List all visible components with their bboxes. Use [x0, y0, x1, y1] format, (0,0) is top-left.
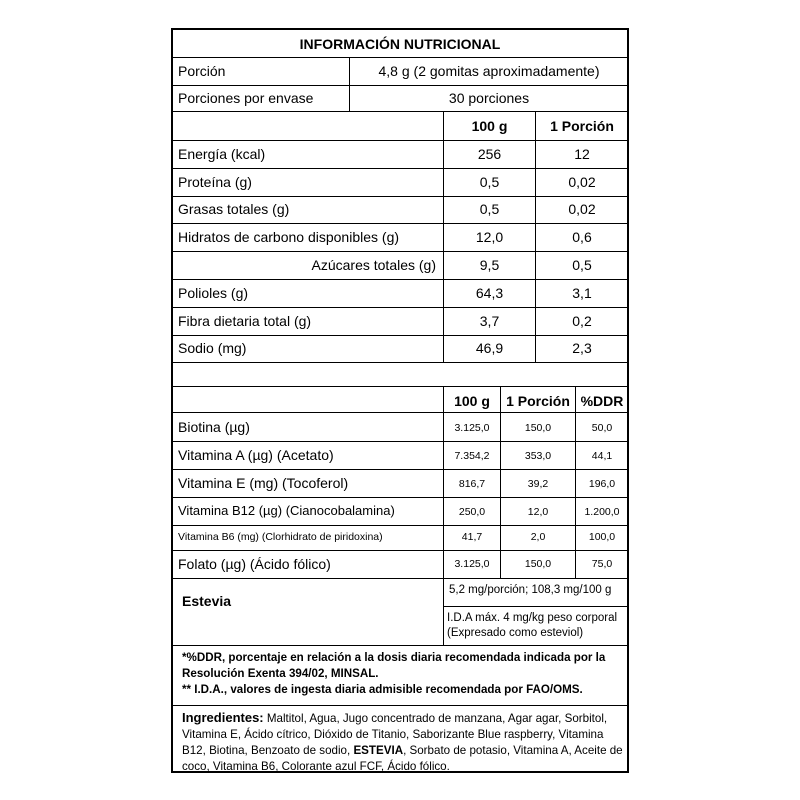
- portion-label: Porción: [178, 63, 226, 79]
- vitamin-header-per-portion: 1 Porción: [506, 393, 570, 409]
- divider: [172, 578, 628, 579]
- ingredients-highlight: ESTEVIA: [353, 744, 404, 757]
- portion-value: 4,8 g (2 gomitas aproximadamente): [378, 63, 600, 79]
- nutrient-per100: 0,5: [479, 174, 500, 190]
- nutrient-name: Grasas totales (g): [178, 201, 290, 217]
- nutrient-per-portion: 0,6: [572, 229, 592, 245]
- ingredients-label: Ingredientes:: [182, 710, 264, 725]
- nutrient-name: Fibra dietaria total (g): [178, 313, 312, 329]
- nutrient-per-portion: 2,3: [572, 340, 592, 356]
- nutrient-name: Energía (kcal): [178, 146, 266, 162]
- vitamin-name: Vitamina B12 (µg) (Cianocobalamina): [178, 503, 395, 518]
- divider: [172, 57, 628, 58]
- nutrient-per-portion: 0,5: [572, 257, 592, 273]
- divider: [172, 497, 628, 498]
- stevia-ida-note: (Expresado como esteviol): [447, 627, 584, 639]
- divider: [172, 441, 628, 442]
- nutrient-name: Sodio (mg): [178, 340, 247, 356]
- stevia-label: Estevia: [182, 593, 232, 609]
- divider: [172, 550, 628, 551]
- header-per-portion: 1 Porción: [550, 118, 614, 134]
- nutrient-per100: 0,5: [479, 201, 500, 217]
- divider: [172, 362, 628, 363]
- ingredients-list-rest: , Sorbato de potasio, Vitamina A, Aceite de coco, Vitamina B6, Colorante azul FCF, Ácido fólico.: [182, 744, 623, 773]
- divider: [172, 525, 628, 526]
- divider: [172, 111, 628, 112]
- vitamin-ddr: 50,0: [591, 422, 613, 434]
- divider: [172, 469, 628, 470]
- divider: [172, 251, 628, 252]
- ingredients-list: Maltitol, Agua, Jugo concentrado de manzana, Agar agar, Sorbitol, Vitamina E, Ácido cítrico, Dióxido de Titanio, Saborizante Blue raspberry, Vitamina B12, Biotina, Benzoato de sodio,: [182, 712, 608, 757]
- divider: [172, 85, 628, 86]
- nutrient-per100: 9,5: [479, 257, 500, 273]
- servings-label: Porciones por envase: [178, 90, 314, 106]
- footnote-ida: ** I.D.A., valores de ingesta diaria admisible recomendada por FAO/OMS.: [182, 683, 583, 696]
- nutrient-name: Hidratos de carbono disponibles (g): [178, 229, 400, 245]
- vitamin-per-portion: 2,0: [530, 531, 546, 543]
- servings-value: 30 porciones: [448, 90, 530, 106]
- divider: [172, 412, 628, 413]
- nutrient-name-indented: Azúcares totales (g): [311, 257, 436, 273]
- footnote-ddr: *%DDR, porcentaje en relación a la dosis diaria recomendada indicada por la Resolución Exenta 394/02, MINSAL.: [182, 651, 606, 680]
- divider: [172, 645, 628, 646]
- vitamin-ddr: 196,0: [588, 478, 616, 490]
- nutrient-per-portion: 0,2: [572, 313, 592, 329]
- nutrient-per100: 46,9: [475, 340, 504, 356]
- nutrient-per-portion: 3,1: [572, 285, 592, 301]
- vitamin-name: Vitamina E (mg) (Tocoferol): [178, 475, 349, 491]
- nutrient-name: Proteína (g): [178, 174, 252, 190]
- vitamin-name: Biotina (µg): [178, 419, 250, 435]
- vitamin-per-portion: 39,2: [527, 478, 549, 490]
- vitamin-header-ddr: %DDR: [580, 393, 624, 409]
- vitamin-per-portion: 353,0: [524, 450, 552, 462]
- vitamin-ddr: 75,0: [591, 558, 613, 570]
- vitamin-per100: 7.354,2: [454, 450, 490, 462]
- vitamin-per100: 816,7: [458, 478, 486, 490]
- vitamin-per-portion: 150,0: [524, 422, 552, 434]
- nutrient-per100: 3,7: [479, 313, 500, 329]
- vitamin-ddr: 44,1: [591, 450, 613, 462]
- header-per-100g: 100 g: [471, 118, 508, 134]
- divider: [172, 386, 628, 387]
- divider: [172, 223, 628, 224]
- nutrient-per-portion: 12: [574, 146, 590, 162]
- divider: [172, 196, 628, 197]
- vitamin-name: Vitamina B6 (mg) (Clorhidrato de piridoxina): [178, 531, 383, 543]
- panel-title: INFORMACIÓN NUTRICIONAL: [299, 36, 501, 52]
- nutrient-per100: 12,0: [475, 229, 504, 245]
- ingredients-text: [182, 710, 624, 775]
- nutrient-per-portion: 0,02: [568, 174, 596, 190]
- vitamin-per-portion: 150,0: [524, 558, 552, 570]
- vitamin-header-per-100g: 100 g: [454, 393, 490, 409]
- vitamin-per-portion: 12,0: [527, 506, 549, 518]
- vitamin-name: Folato (µg) (Ácido fólico): [178, 556, 331, 572]
- vitamin-name: Vitamina A (µg) (Acetato): [178, 447, 334, 463]
- divider: [172, 140, 628, 141]
- nutrient-per100: 256: [477, 146, 502, 162]
- divider: [443, 606, 628, 607]
- divider: [172, 168, 628, 169]
- stevia-amount: 5,2 mg/porción; 108,3 mg/100 g: [449, 584, 612, 596]
- nutrient-per-portion: 0,02: [568, 201, 596, 217]
- vitamin-per100: 3.125,0: [454, 558, 490, 570]
- vitamin-per100: 3.125,0: [454, 422, 490, 434]
- divider: [172, 335, 628, 336]
- vitamin-ddr: 100,0: [588, 531, 616, 543]
- stevia-ida-limit: I.D.A máx. 4 mg/kg peso corporal: [447, 612, 618, 624]
- divider: [172, 307, 628, 308]
- divider: [172, 705, 628, 706]
- vitamin-per100: 250,0: [458, 506, 486, 518]
- vitamin-per100: 41,7: [461, 531, 483, 543]
- nutrient-name: Polioles (g): [178, 285, 249, 301]
- nutrient-per100: 64,3: [475, 285, 504, 301]
- vitamin-ddr: 1.200,0: [584, 506, 620, 518]
- divider: [172, 279, 628, 280]
